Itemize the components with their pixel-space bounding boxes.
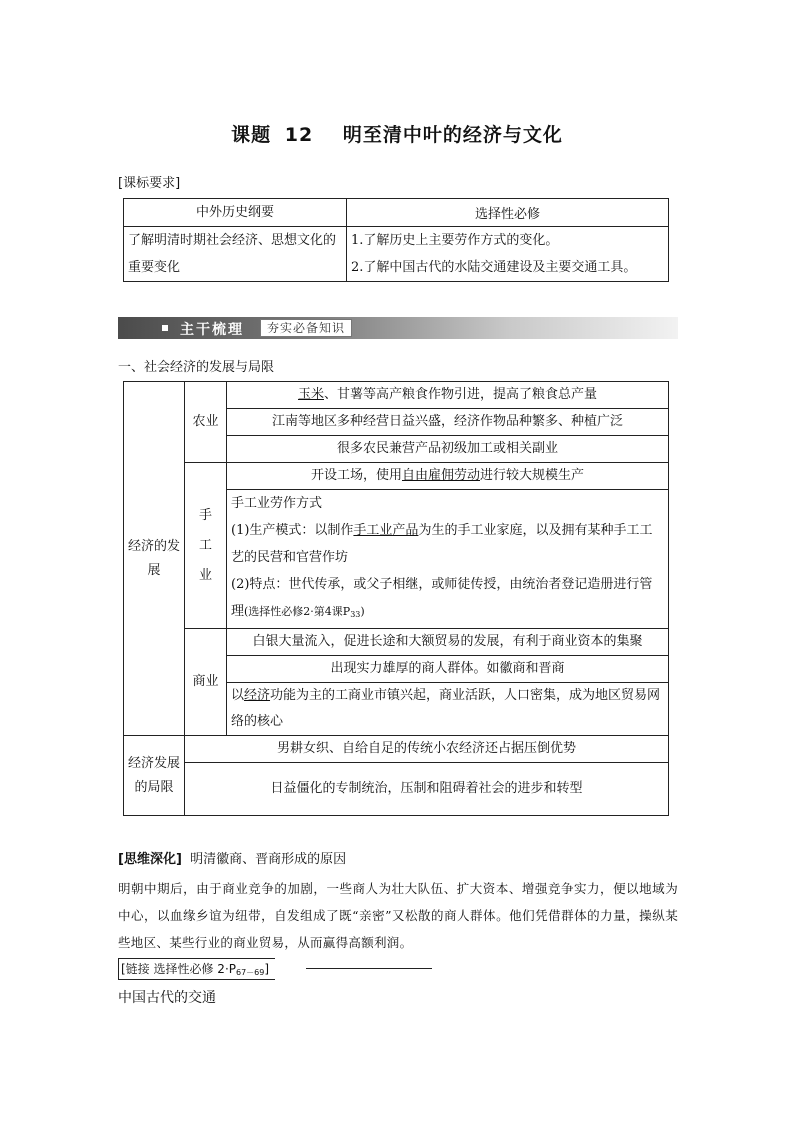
handicraft-char: 业 [198, 567, 212, 583]
hand-mode-title: 手工业劳作方式 [231, 496, 323, 511]
underlined-term: 手工业产品 [353, 523, 419, 538]
think-body: 明朝中期后，由于商业竞争的加剧，一些商人为壮大队伍、扩大资本、增强竞争实力，便以地域为中心，以血缘乡谊为纽带，自发组成了既“亲密”又松散的商人群体。他们凭借群体的力量，操纵某些地区、某些行业的商业贸易，从而赢得高额利润。 [118, 881, 678, 950]
square-bullet-icon [162, 325, 168, 331]
curriculum-header-left: 中外历史纲要 [124, 199, 347, 227]
link-end: ] [264, 962, 270, 976]
section-heading: 一、社会经济的发展与局限 [118, 360, 275, 375]
textbook-ref: (选择性必修2·第4课P [244, 605, 351, 618]
subsection-title: 中国古代的交通 [118, 990, 216, 1006]
comm-row-3-b: 功能为主的工商业市镇兴起，商业活跃，人口密集，成为地区贸易网络的核心 [231, 688, 661, 729]
title-prefix: 课题 [231, 124, 272, 146]
hand-mode-2 [231, 571, 664, 628]
sub-handicraft [185, 463, 227, 629]
think-heading [118, 848, 346, 867]
link-text: [链接 选择性必修 2·P [121, 962, 236, 976]
curriculum-right-cell [347, 227, 669, 282]
agri-row-1-text: 、甘薯等高产粮食作物引进，提高了粮食总产量 [324, 387, 598, 402]
curriculum-item: 1.了解历史上主要劳作方式的变化。 [351, 233, 559, 248]
link-reference [118, 958, 275, 980]
lim-row-2: 日益僵化的专制统治，压制和阻碍着社会的进步和转型 [185, 763, 669, 816]
sub-commerce: 商业 [185, 629, 227, 736]
banner-subtitle: 夯实必备知识 [260, 319, 352, 337]
underlined-term: 经济 [244, 688, 271, 703]
link-box [118, 958, 275, 980]
think-tag: [思维深化] [118, 852, 182, 867]
comm-row-1: 白银大量流入，促进长途和大额贸易的发展，有利于商业资本的集聚 [227, 629, 669, 656]
curriculum-table [123, 198, 669, 282]
hand-mode-2-text: (2)特点：世代传承，或父子相继，或师徒传授，由统治者登记造册进行管理 [231, 577, 653, 619]
economy-table [123, 381, 669, 816]
hand-row-2 [227, 490, 669, 629]
comm-row-3 [227, 683, 669, 736]
page-title [0, 120, 794, 147]
think-title: 明清徽商、晋商形成的原因 [190, 852, 347, 867]
curriculum-left-cell: 了解明清时期社会经济、思想文化的重要变化 [124, 227, 347, 282]
title-text: 明至清中叶的经济与文化 [342, 124, 563, 146]
section-banner [118, 317, 678, 339]
title-number: 12 [284, 124, 314, 146]
textbook-ref-end: ) [360, 605, 365, 618]
curriculum-header-right: 选择性必修 [347, 199, 669, 227]
textbook-ref-page: 33 [350, 610, 361, 619]
category-limitation: 经济发展的局限 [124, 736, 185, 816]
underlined-term: 自由雇佣劳动 [401, 468, 480, 483]
link-rule [306, 968, 432, 969]
hand-mode-1-b: 为生的手工业家庭，以及拥有某种手工工艺的民营和官营作坊 [231, 523, 653, 565]
comm-row-3-a: 以 [231, 688, 245, 703]
hand-mode-1-a: (1)生产模式：以制作 [231, 523, 354, 538]
underlined-term: 玉米 [297, 387, 324, 402]
agri-row-2: 江南等地区多种经营日益兴盛，经济作物品种繁多、种植广泛 [227, 409, 669, 436]
lim-row-1: 男耕女织、自给自足的传统小农经济还占据压倒优势 [185, 736, 669, 763]
sub-agriculture: 农业 [185, 382, 227, 463]
hand-mode-1 [231, 517, 664, 571]
link-pages: 67－69 [236, 968, 265, 977]
banner-title: 主干梳理 [180, 322, 244, 338]
agri-row-1 [227, 382, 669, 409]
curriculum-item: 2.了解中国古代的水陆交通建设及主要交通工具。 [351, 260, 637, 275]
category-development: 经济的发展 [124, 382, 185, 736]
comm-row-2: 出现实力雄厚的商人群体。如徽商和晋商 [227, 656, 669, 683]
hand-row-1-b: 进行较大规模生产 [480, 468, 585, 483]
handicraft-char: 手 [198, 507, 212, 523]
handicraft-char: 工 [198, 537, 212, 553]
curriculum-tag: [课标要求] [118, 176, 181, 191]
hand-row-1-a: 开设工场，使用 [310, 468, 402, 483]
agri-row-3: 很多农民兼营产品初级加工或相关副业 [227, 436, 669, 463]
hand-row-1 [227, 463, 669, 490]
